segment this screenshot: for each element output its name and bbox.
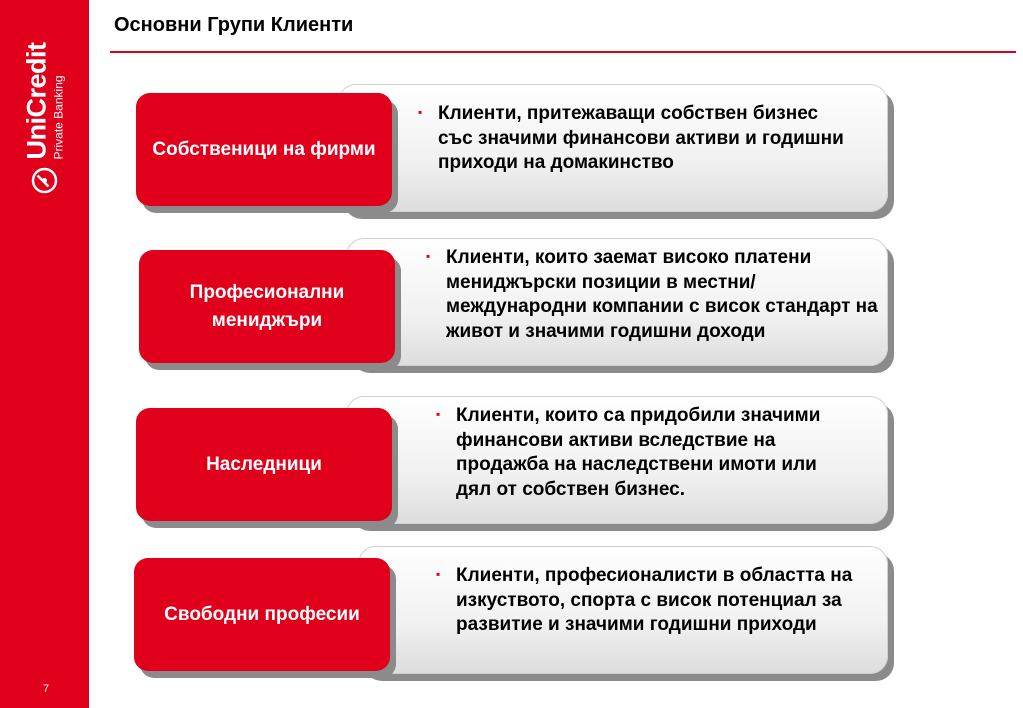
group-label: Наследници [206,453,322,475]
group-label-box [136,93,392,206]
group-label-box [134,558,390,671]
bullet-icon: ▪ [426,249,431,263]
brand-subtitle: Private Banking [51,75,66,160]
bullet-icon: ▪ [436,407,441,421]
bullet-icon: ▪ [418,105,423,119]
group-label: Професионални мениджъри [189,281,345,331]
group-description [436,404,856,503]
group-label: Свободни професии [164,603,360,625]
client-group-row [0,238,1023,378]
client-group-row [0,84,1023,224]
group-label-box [136,408,392,521]
page-number: 7 [42,683,50,695]
client-group-row [0,546,1023,686]
group-description [426,246,881,345]
bullet-icon: ▪ [436,567,441,581]
group-description-text: Клиенти, които са придобили значими финансови активи вследствие на продажба на наследствени имоти или дял от собствен бизнес. [456,405,821,501]
group-description-text: Клиенти, притежаващи собствен бизнес със значими финансови активи и годишни приходи на домакинство [438,103,844,174]
group-description [436,564,856,638]
group-label: Собственици на фирми [152,138,376,160]
client-group-row [0,396,1023,536]
brand-name: UniCredit [21,42,52,160]
group-description-text: Клиенти, които заемат високо платени мениджърски позиции в местни/международни компании с висок стандарт на живот и значими годишни доходи [446,247,878,343]
group-description [418,102,858,176]
title-divider [110,51,1016,53]
group-description-text: Клиенти, професионалисти в областта на изкуството, спорта с висок потенциал за развитие и значими годишни приходи [456,565,853,636]
group-label-box [139,250,395,363]
page-title: Основни Групи Клиенти [114,14,354,36]
